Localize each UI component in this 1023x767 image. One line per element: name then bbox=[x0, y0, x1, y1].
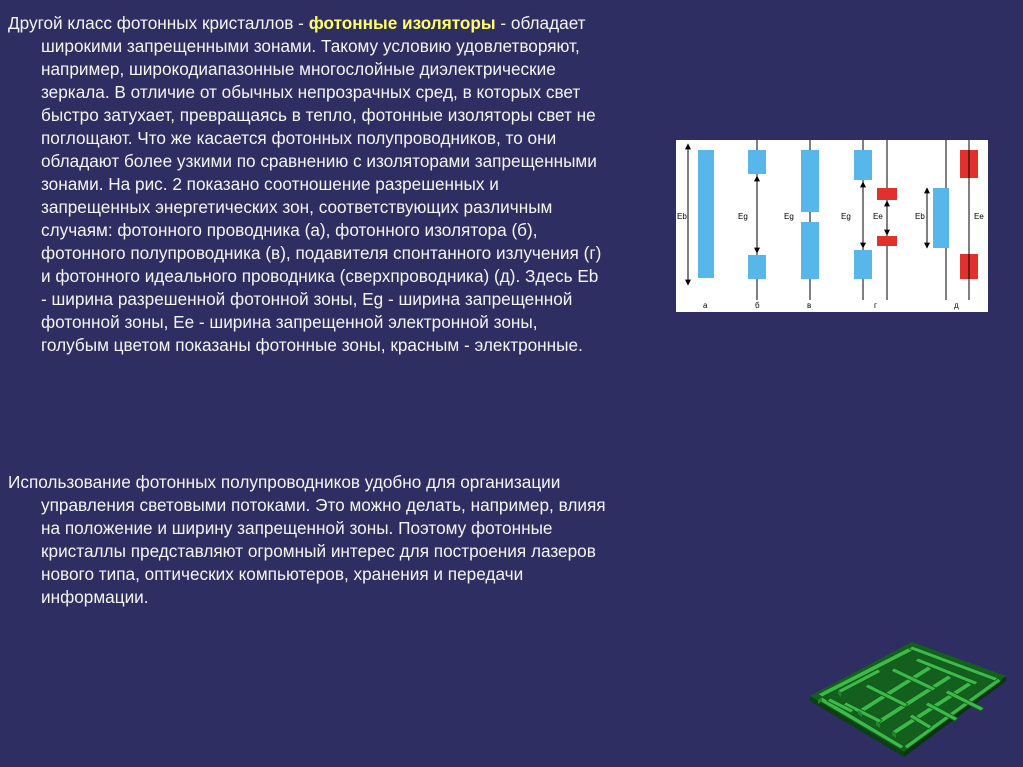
photon-band bbox=[801, 150, 819, 212]
band-diagram-svg bbox=[676, 140, 988, 312]
band-label-eb: Eb bbox=[915, 212, 925, 221]
electron-band bbox=[877, 236, 897, 246]
band-label-ee: Ee bbox=[873, 212, 883, 221]
case-label-g: г bbox=[874, 301, 877, 310]
paragraph-lead: Другой класс фотонных кристаллов - bbox=[8, 13, 309, 33]
case-d-superconductor bbox=[915, 140, 984, 310]
electron-band bbox=[877, 188, 897, 200]
paragraph-rest: - обладает широкими запрещенными зонами. Такому условию удовлетворяют, например, широкодиапазонные многослойные диэлектрические зеркала. В отличие от обычных непрозрачных сред, в которых свет быстро затухает, превращаясь в тепло, фотонные изоляторы свет не поглощают. Что же касается фотонных полупроводников, то они обладают более узкими по сравнению с изоляторами запрещенными зонами. На рис. 2 показано соотношение разрешенных и запрещенных энергетических зон, соответствующих различным случаям: фотонного проводника (а), фотонного изолятора (б), фотонного полупроводника (в), подавителя спонтанного излучения (г) и фотонного идеального проводника (сверхпроводника) (д). Здесь Eb - ширина разрешенной фотонной зоны, Eg - ширина запрещенной фотонной зоны, Ee - ширина запрещенной электронной зоны, голубым цветом показаны фотонные зоны, красным - электронные. bbox=[41, 13, 602, 355]
maze-icon bbox=[808, 638, 1008, 758]
band-label-eg: Eg bbox=[784, 212, 794, 221]
paragraph-photonic-insulators bbox=[8, 12, 608, 357]
band-label-eb: Eb bbox=[677, 212, 687, 221]
case-v-semiconductor bbox=[784, 140, 819, 310]
case-label-b: б bbox=[755, 301, 760, 310]
case-a-conductor bbox=[677, 144, 714, 310]
case-b-insulator bbox=[738, 140, 766, 310]
photon-band bbox=[854, 150, 872, 180]
photon-band bbox=[748, 255, 766, 279]
case-label-a: а bbox=[703, 301, 708, 310]
photon-band bbox=[801, 222, 819, 279]
photon-band bbox=[748, 150, 766, 174]
case-label-d: д bbox=[954, 301, 959, 310]
case-label-v: в bbox=[807, 301, 812, 310]
band-label-eg: Eg bbox=[841, 212, 851, 221]
band-diagram-figure bbox=[676, 140, 988, 312]
photon-band bbox=[854, 250, 872, 279]
paragraph-photonic-semiconductors: Использование фотонных полупроводников удобно для организации управления световыми потоками. Это можно делать, например, влияя на положение и ширину запрещенной зоны. Поэтому фотонные кристаллы представляют огромный интерес для построения лазеров нового типа, оптических компьютеров, хранения и передачи информации. bbox=[8, 472, 606, 607]
photon-band bbox=[933, 188, 949, 248]
case-g-suppressor bbox=[841, 140, 897, 310]
band-label-eg: Eg bbox=[738, 212, 748, 221]
photon-band bbox=[698, 150, 714, 278]
band-label-ee: Ee bbox=[974, 212, 984, 221]
highlight-term: фотонные изоляторы bbox=[308, 13, 496, 33]
